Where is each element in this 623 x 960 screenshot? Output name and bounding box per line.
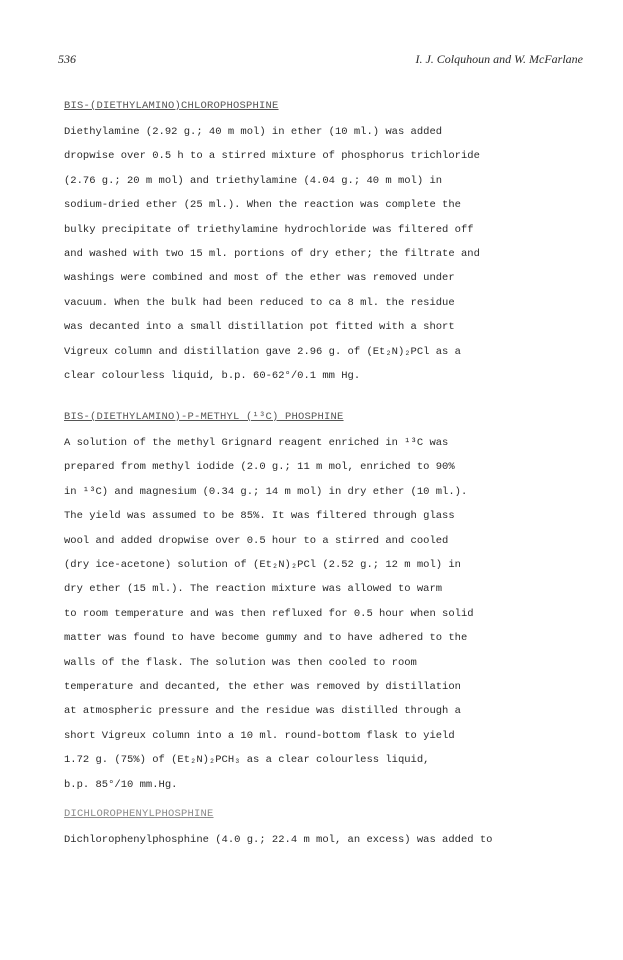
text-line: wool and added dropwise over 0.5 hour to a stirred and cooled bbox=[64, 534, 449, 547]
text-line: Diethylamine (2.92 g.; 40 m mol) in ether (10 ml.) was added bbox=[64, 126, 443, 138]
section-dichlorophenylphosphine bbox=[64, 808, 584, 852]
text-line: washings were combined and most of the ether was removed under bbox=[64, 272, 455, 285]
text-line: Vigreux column and distillation gave 2.96 g. of (Et₂N)₂PCl as a bbox=[64, 345, 461, 358]
section-heading: BIS-(DIETHYLAMINO)CHLOROPHOSPHINE bbox=[64, 100, 279, 112]
page-number: 536 bbox=[58, 52, 76, 66]
running-header-authors: I. J. Colquhoun and W. McFarlane bbox=[415, 52, 583, 66]
section-bis-diethylamino-p-methyl-phosphine bbox=[64, 411, 584, 797]
text-line: short Vigreux column into a 10 ml. round-bottom flask to yield bbox=[64, 729, 455, 742]
text-line: Dichlorophenylphosphine (4.0 g.; 22.4 m mol, an excess) was added to bbox=[64, 834, 493, 846]
text-line: at atmospheric pressure and the residue was distilled through a bbox=[64, 705, 461, 718]
text-line: temperature and decanted, the ether was removed by distillation bbox=[64, 681, 461, 694]
text-line: (2.76 g.; 20 m mol) and triethylamine (4.04 g.; 40 m mol) in bbox=[64, 174, 443, 187]
text-line: was decanted into a small distillation pot fitted with a short bbox=[64, 321, 455, 334]
text-line: clear colourless liquid, b.p. 60-62°/0.1 mm Hg. bbox=[64, 370, 361, 383]
text-line: to room temperature and was then refluxed for 0.5 hour when solid bbox=[64, 607, 474, 620]
section-bis-diethylamino-chlorophosphine bbox=[64, 100, 584, 388]
text-line: sodium-dried ether (25 ml.). When the reaction was complete the bbox=[64, 199, 461, 212]
text-line: prepared from methyl iodide (2.0 g.; 11 m mol, enriched to 90% bbox=[64, 461, 455, 474]
text-line: in ¹³C) and magnesium (0.34 g.; 14 m mol) in dry ether (10 ml.). bbox=[64, 485, 468, 498]
text-line: The yield was assumed to be 85%. It was filtered through glass bbox=[64, 510, 455, 523]
section-heading: DICHLOROPHENYLPHOSPHINE bbox=[64, 808, 214, 820]
text-line: dropwise over 0.5 h to a stirred mixture of phosphorus trichloride bbox=[64, 150, 480, 163]
text-line: and washed with two 15 ml. portions of dry ether; the filtrate and bbox=[64, 248, 480, 261]
text-line: bulky precipitate of triethylamine hydrochloride was filtered off bbox=[64, 223, 474, 236]
section-body bbox=[64, 828, 584, 852]
section-heading: BIS-(DIETHYLAMINO)-P-METHYL (¹³C) PHOSPHINE bbox=[64, 411, 344, 423]
section-body bbox=[64, 120, 584, 388]
text-line: b.p. 85°/10 mm.Hg. bbox=[64, 778, 178, 791]
text-line: dry ether (15 ml.). The reaction mixture was allowed to warm bbox=[64, 583, 443, 596]
text-line: matter was found to have become gummy and to have adhered to the bbox=[64, 632, 468, 645]
text-line: 1.72 g. (75%) of (Et₂N)₂PCH₃ as a clear colourless liquid, bbox=[64, 754, 430, 767]
text-line: (dry ice-acetone) solution of (Et₂N)₂PCl (2.52 g.; 12 m mol) in bbox=[64, 559, 461, 572]
text-line: walls of the flask. The solution was then cooled to room bbox=[64, 656, 417, 669]
text-line: vacuum. When the bulk had been reduced to ca 8 ml. the residue bbox=[64, 296, 455, 309]
text-line: A solution of the methyl Grignard reagent enriched in ¹³C was bbox=[64, 437, 449, 449]
section-body bbox=[64, 431, 584, 797]
